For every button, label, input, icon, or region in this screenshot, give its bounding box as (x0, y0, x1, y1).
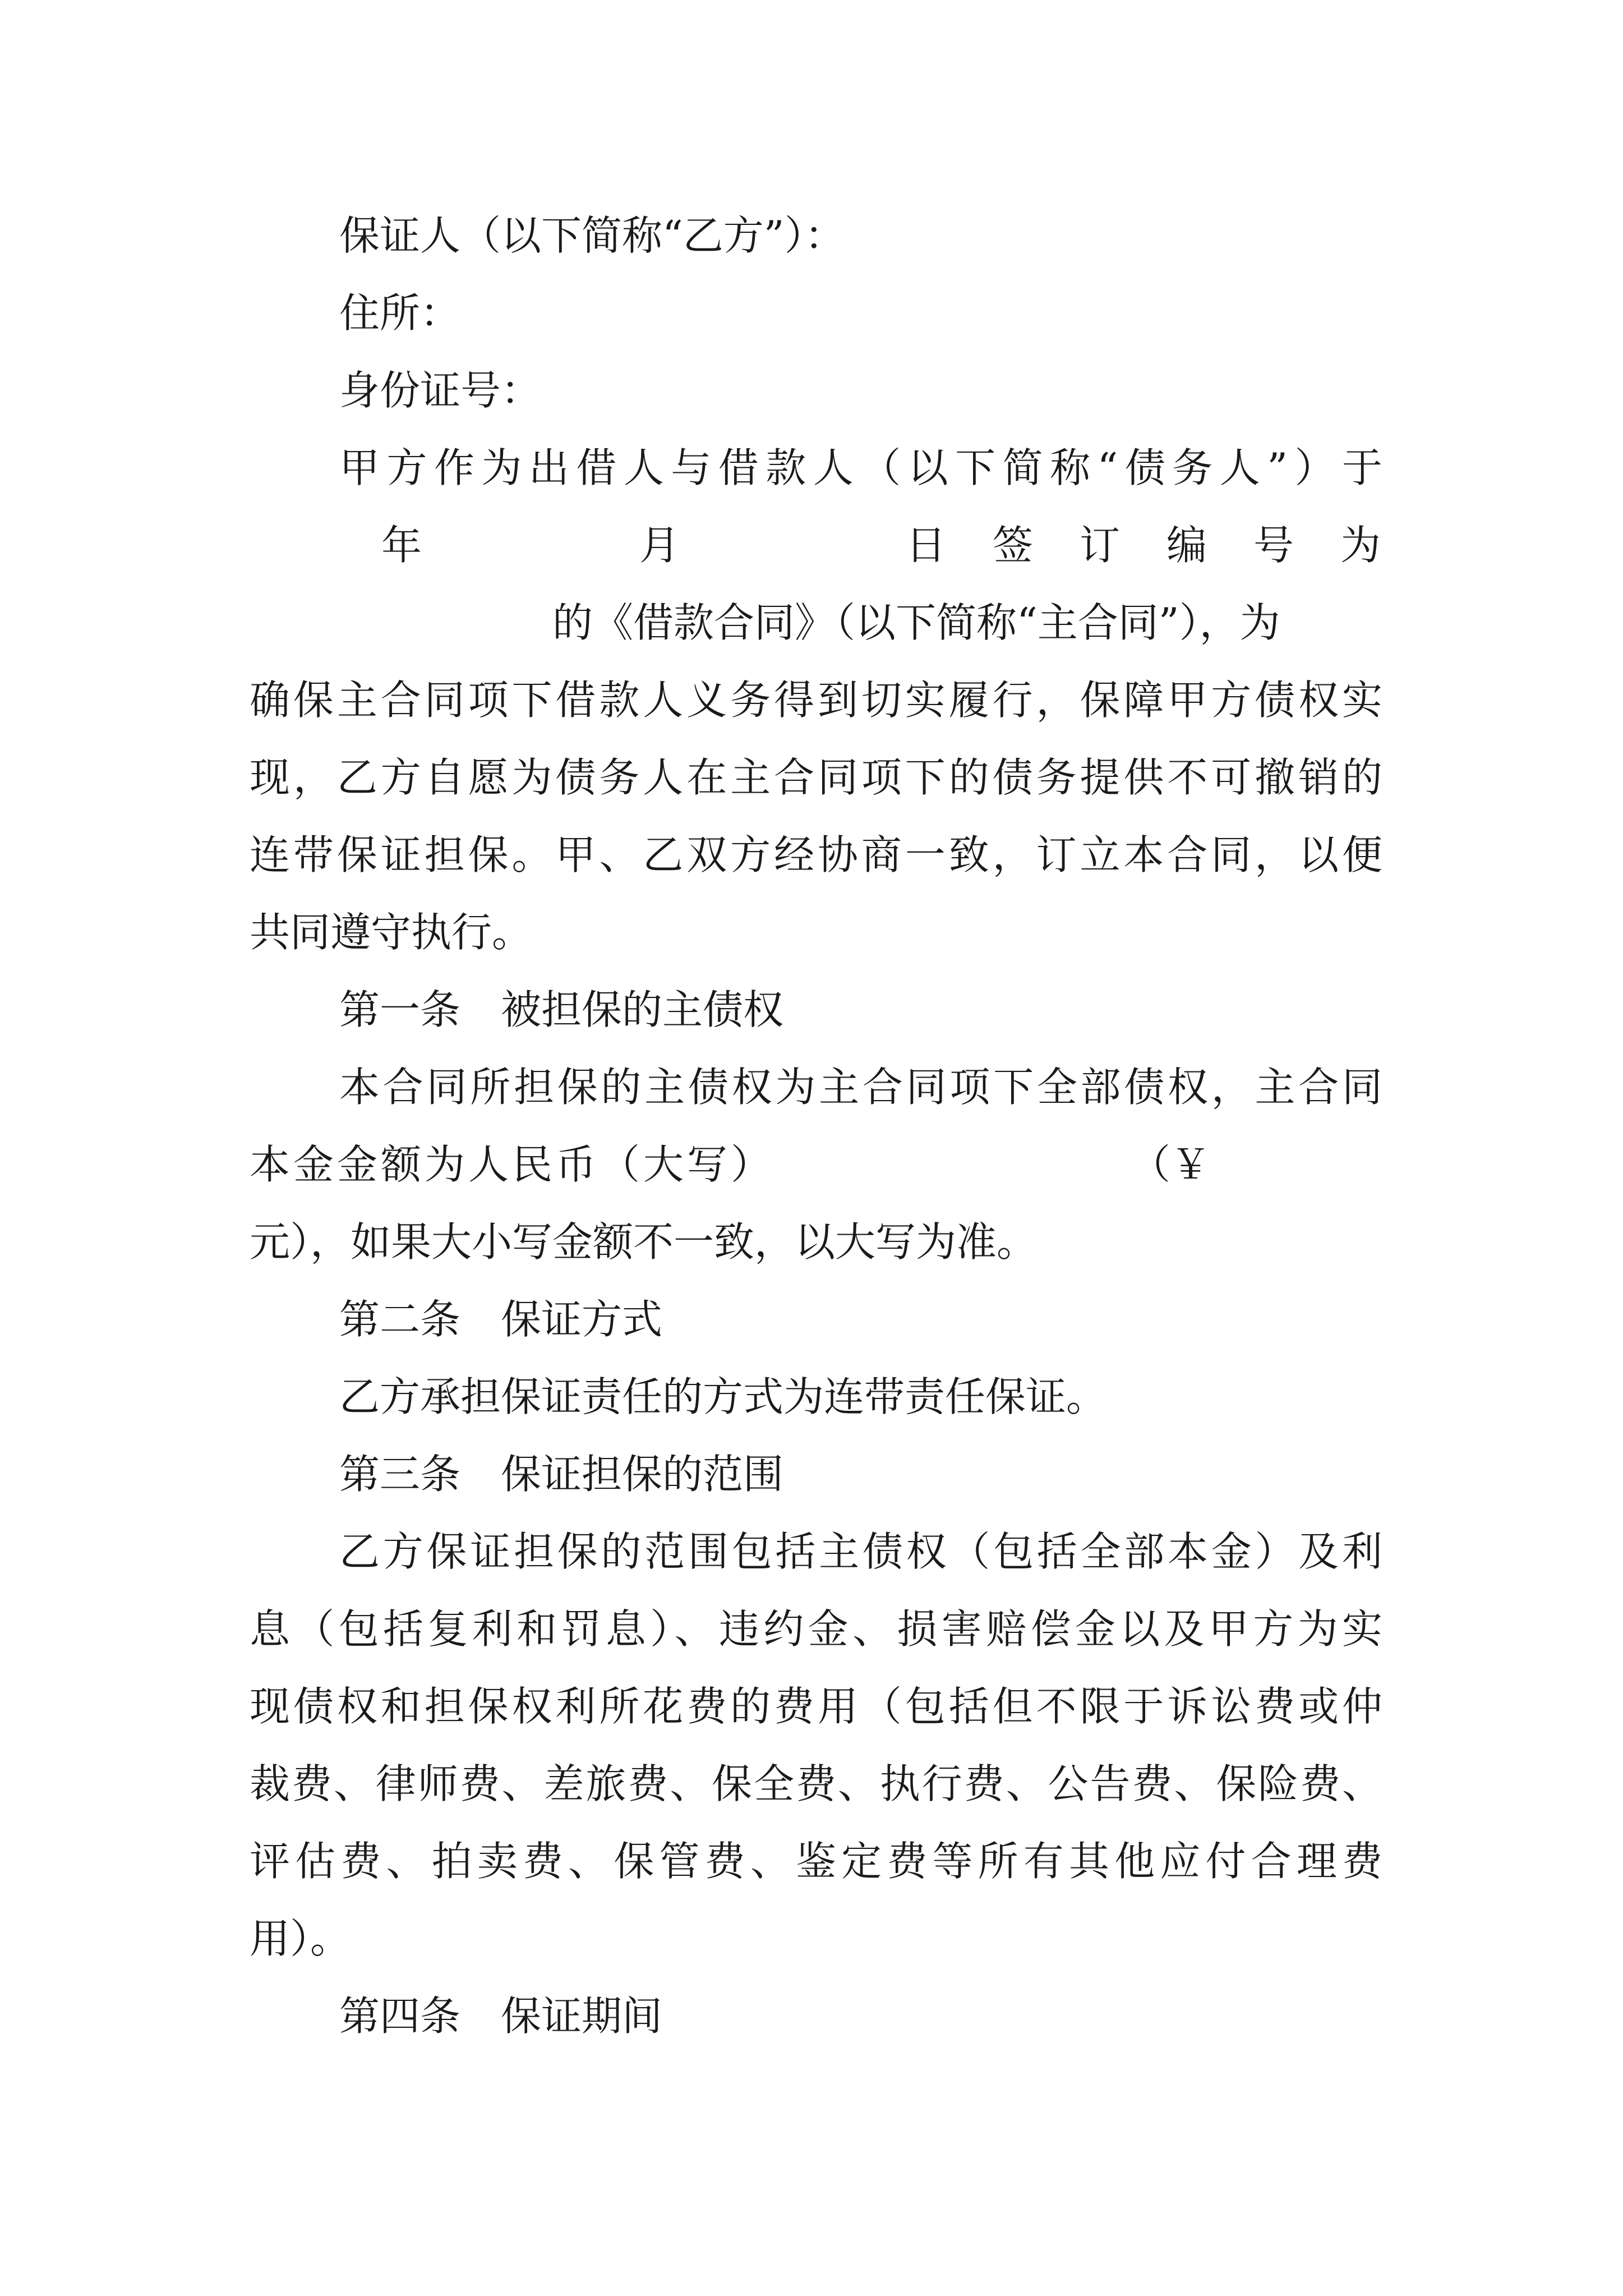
article-1-title: 第一条 被担保的主债权 (339, 986, 784, 1033)
date-line-char: 订 (1080, 522, 1121, 569)
date-day-label: 日 (906, 522, 947, 569)
date-line-char: 编 (1166, 522, 1207, 569)
date-line-char: 为 (1340, 522, 1381, 569)
article-3-title: 第三条 保证担保的范围 (339, 1451, 784, 1498)
date-line-char: 号 (1253, 522, 1294, 569)
paragraph-line: 元），如果大小写金额不一致，以大写为准。 (250, 1218, 1038, 1266)
article-2-title: 第二条 保证方式 (339, 1296, 663, 1343)
amount-yuan-symbol: （￥ (1130, 1141, 1211, 1188)
paragraph-line: 现，乙方自愿为债务人在主合同项下的债务提供不可撤销的 (250, 754, 1382, 801)
paragraph-line: 确保主合同项下借款人义务得到切实履行，保障甲方债权实 (250, 677, 1382, 724)
article-4-title: 第四条 保证期间 (339, 1993, 663, 2040)
paragraph-line: 的《借款合同》（以下简称“主合同”），为 (552, 599, 1280, 646)
paragraph-line: 甲方作为出借人与借款人（以下简称“债务人”）于 (339, 444, 1382, 491)
address-line: 住所： (339, 289, 461, 337)
paragraph-line: 本合同所担保的主债权为主合同项下全部债权，主合同 (339, 1064, 1382, 1111)
paragraph-line: 共同遵守执行。 (250, 909, 533, 956)
amount-uppercase-label: 本金金额为人民币（大写） (250, 1141, 775, 1188)
paragraph-line: 现债权和担保权利所花费的费用（包括但不限于诉讼费或仲 (250, 1683, 1382, 1730)
paragraph-line: 连带保证担保。甲、乙双方经协商一致，订立本合同，以便 (250, 831, 1382, 878)
paragraph-line: 息（包括复利和罚息）、违约金、损害赔偿金以及甲方为实 (250, 1605, 1382, 1653)
date-year-label: 年 (381, 522, 422, 569)
date-line-char: 签 (993, 522, 1034, 569)
date-month-label: 月 (639, 522, 680, 569)
paragraph-line: 评估费、拍卖费、保管费、鉴定费等所有其他应付合理费 (250, 1838, 1382, 1885)
paragraph-line: 裁费、律师费、差旅费、保全费、执行费、公告费、保险费、 (250, 1760, 1382, 1807)
paragraph-line: 乙方承担保证责任的方式为连带责任保证。 (339, 1373, 1107, 1420)
paragraph-line: 用）。 (250, 1915, 351, 1962)
id-number-line: 身份证号： (339, 367, 542, 414)
paragraph-line: 乙方保证担保的范围包括主债权（包括全部本金）及利 (339, 1528, 1382, 1575)
guarantor-line: 保证人（以下简称“乙方”）： (339, 212, 845, 259)
